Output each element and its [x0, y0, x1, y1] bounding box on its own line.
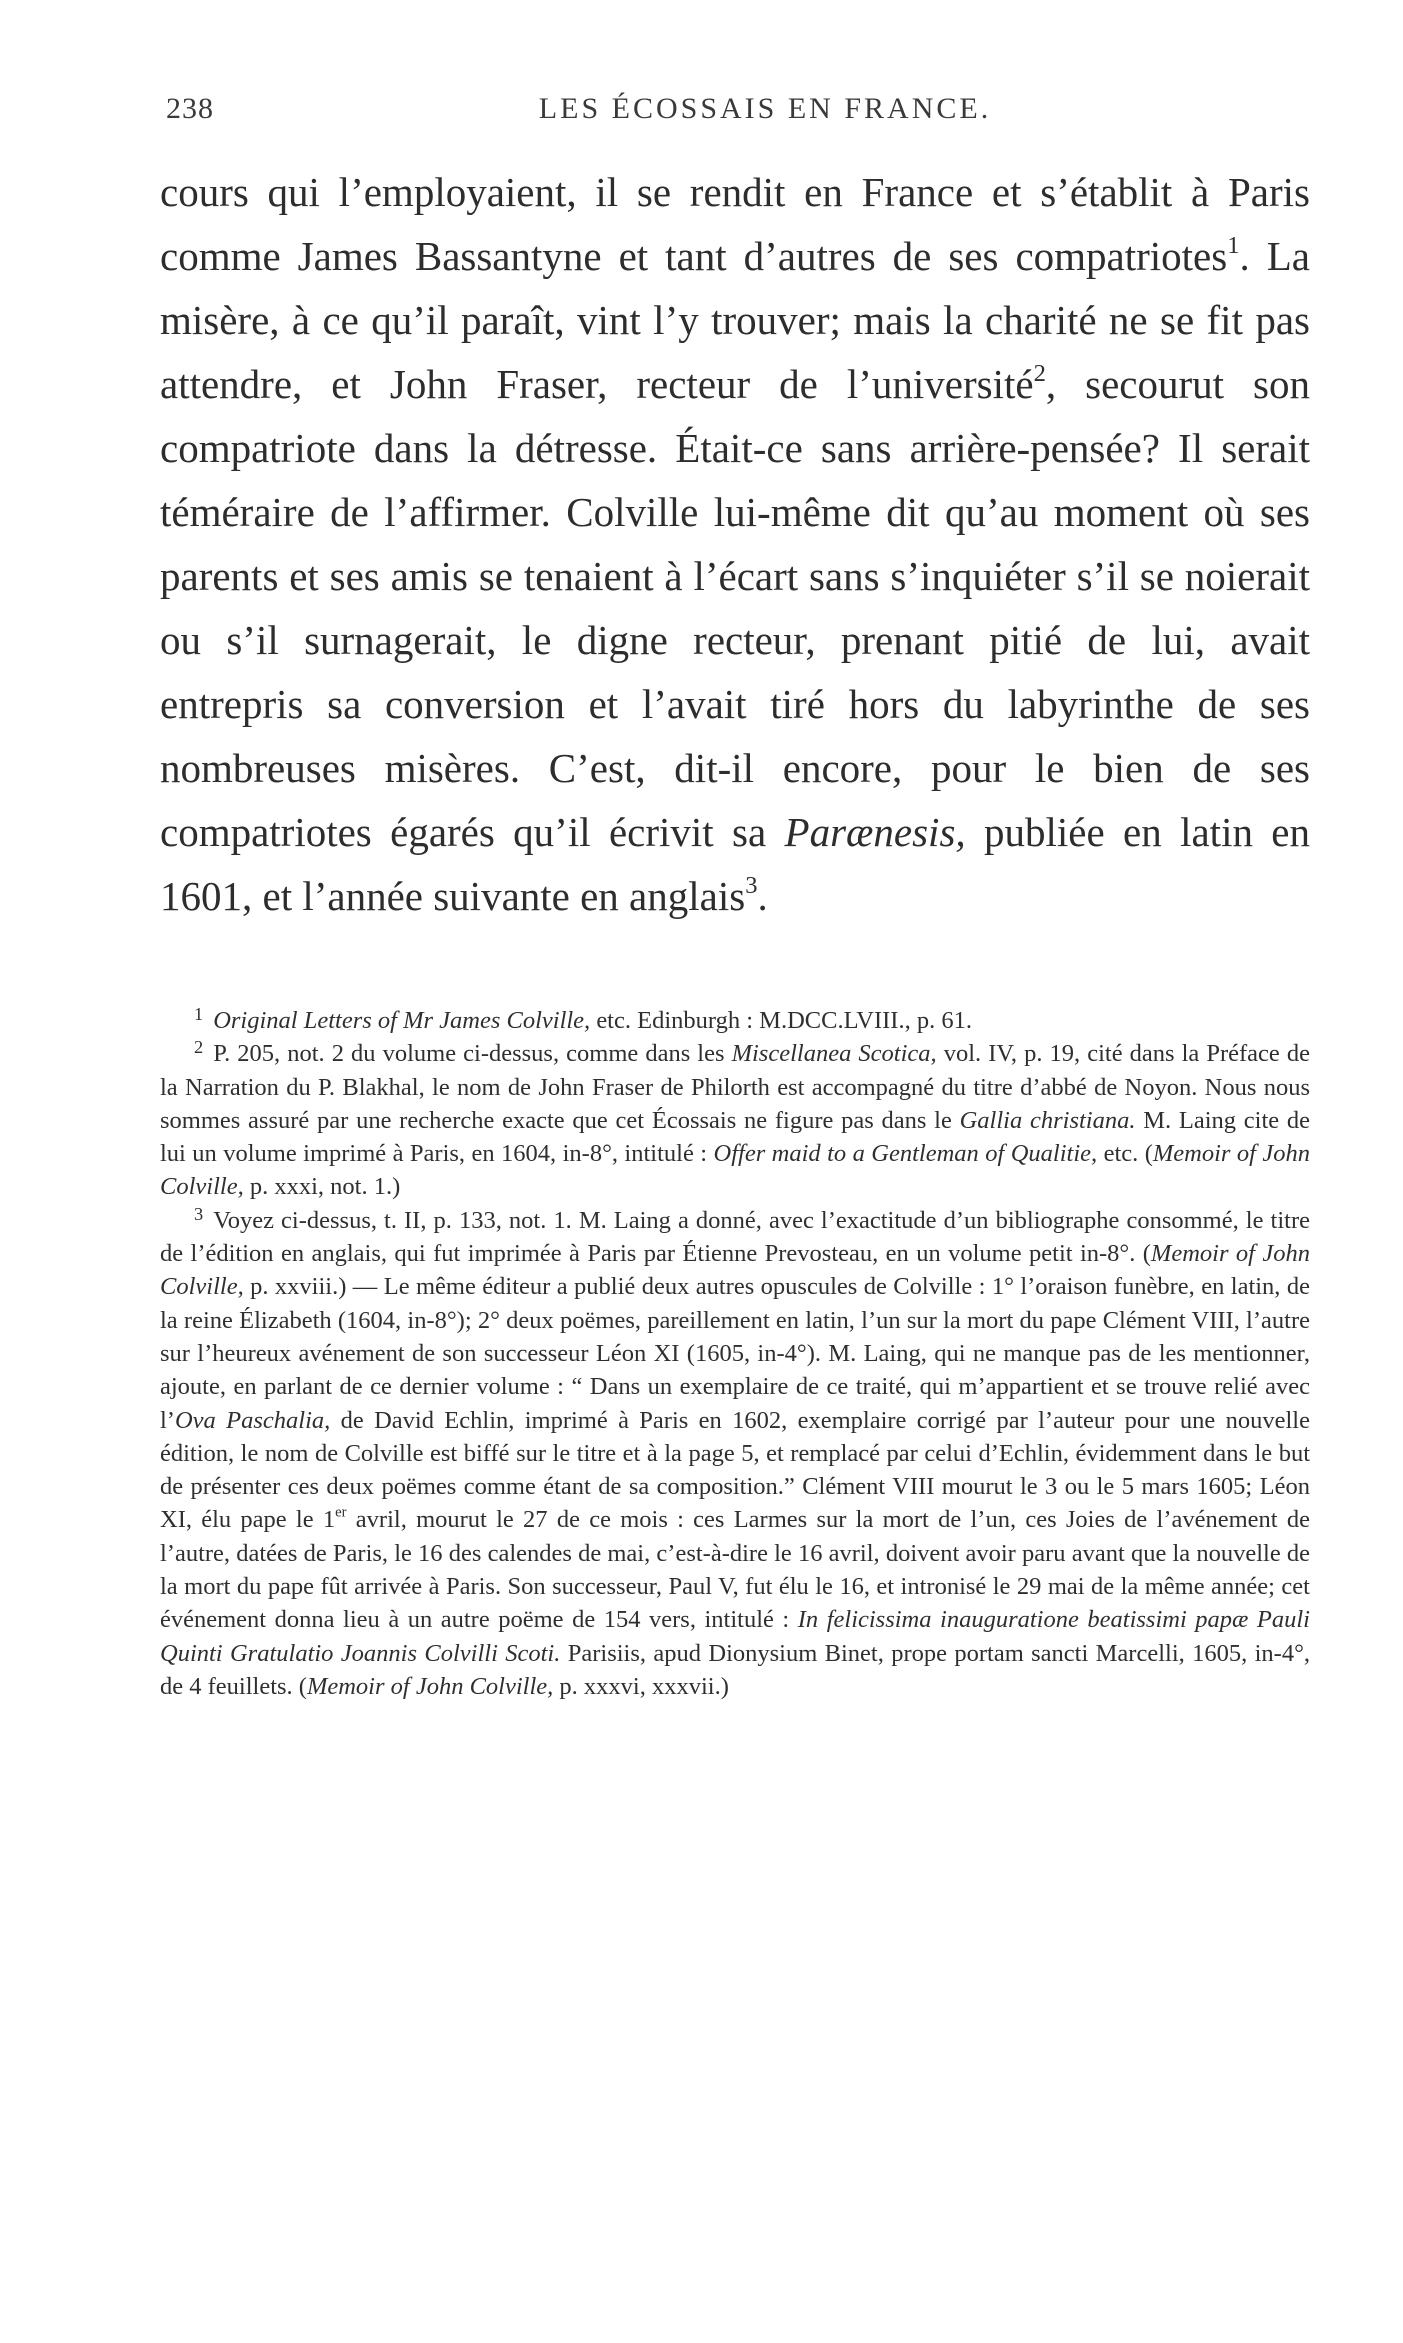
footnote-number: 1 [194, 1003, 204, 1024]
footnote-2 [160, 1037, 1310, 1203]
footnote-title: Memoir of John Colville, [160, 1240, 1310, 1301]
footnote-text: p. xxviii.) — Le même éditeur a publié deux autres opuscules de Colville : 1° l’oraison funèbre, en latin, de la reine Élizabeth (1604, in-8°); 2° deux poëmes, pareillement en latin, l’un sur la mort du pape Clément VIII, l’autre sur l’heureux avénement de son successeur Léon XI (1605, in-4°). M. Laing, qui ne manque pas de les mentionner, ajoute, en parlant de ce dernier volume : “ Dans un exemplaire de ce traité, qui m’appartient et se trouve relié avec l’ [160, 1273, 1310, 1434]
footnote-text: avril, mourut le 27 de ce mois : ces Larmes sur la mort de l’un, ces Joies de l’avénement de l’autre, datées de Paris, le 16 des calendes de mai, c’est-à-dire le 16 avril, doivent avoir paru avant que la nouvelle de la mort du pape fût arrivée à Paris. Son successeur, Paul V, fut élu le 16, et intronisé le 29 mai de la même année; cet événement donna lieu à un autre poëme de 154 vers, intitulé : [160, 1506, 1310, 1634]
footnote-text: p. xxxvi, xxxvii.) [553, 1672, 729, 1700]
footnote-number: 3 [194, 1203, 204, 1224]
footnote-title: Ova Paschalia, [174, 1406, 331, 1434]
footnote-text: M. Laing cite de lui un volume imprimé à Paris, en 1604, in-8°, intitulé : [160, 1106, 1311, 1168]
book-page [160, 92, 1310, 1703]
ordinal-superscript: er [335, 1505, 347, 1522]
footnote-title: Gallia christiana. [959, 1106, 1136, 1134]
page-number: 238 [166, 92, 214, 125]
footnote-text: etc. ( [1097, 1140, 1153, 1168]
footnote-text: Voyez ci-dessus, t. II, p. 133, not. 1. M. Laing a donné, avec l’exactitude d’un bibliographe consommé, le titre de l’édition en anglais, qui fut imprimée à Paris par Étienne Prevosteau, en un volume petit in-8°. ( [160, 1206, 1310, 1268]
footnote-text: P. 205, not. 2 du volume ci-dessus, comme dans les [213, 1040, 732, 1068]
book-title-paraenesis: Parænesis, [784, 809, 966, 855]
body-text-3: , secourut son compatriote dans la détresse. Était-ce sans arrière-pensée? Il serait téméraire de l’affirmer. Colville lui-même dit qu’au moment où ses parents et ses amis se tenaient à l’écart sans s’inquiéter s’il se noierait ou s’il surnagerait, le digne recteur, prenant pitié de lui, avait entrepris sa conversion et l’avait tiré hors du labyrinthe de ses nombreuses misères. C’est, dit-il encore, pour le bien de ses compatriotes égarés qu’il écrivit sa [160, 361, 1310, 855]
footnote-text: Parisiis, apud Dionysium Binet, prope portam sancti Marcelli, 1605, in-4°, de 4 feuillets. ( [160, 1639, 1310, 1700]
body-text-4: publiée en latin en 1601, et l’année suivante en anglais [160, 809, 1311, 919]
footnote-1 [160, 1004, 1310, 1037]
footnote-text: de David Echlin, imprimé à Paris en 1602, exemplaire corrigé par l’auteur pour une nouvelle édition, le nom de Colville est biffé sur le titre et à la page 5, et remplacé par celui d’Echlin, évidemment dans le but de présenter ces deux poëmes comme étant de sa composition.” Clément VIII mourut le 3 ou le 5 mars 1605; Léon XI, élu pape le 1 [160, 1406, 1310, 1534]
footnote-ref-1: 1 [1227, 231, 1240, 259]
body-text-end: . [757, 873, 768, 919]
main-paragraph [160, 160, 1310, 928]
running-title: LES ÉCOSSAIS EN FRANCE. [538, 92, 992, 125]
body-text-1: cours qui l’employaient, il se rendit en France et s’établit à Paris comme James Bassantyne et tant d’autres de ses compatriotes [160, 169, 1310, 279]
footnotes [160, 1004, 1310, 1703]
footnote-title: Offer maid to a Gentleman of Qualitie, [713, 1140, 1098, 1168]
footnote-title: Miscellanea Scotica, [731, 1040, 937, 1068]
footnote-text: vol. IV, p. 19, cité dans la Préface de la Narration du P. Blakhal, le nom de John Fraser de Philorth est accompagné du titre d’abbé de Noyon. Nous nous sommes assuré par une recherche exacte que cet Écossais ne figure pas dans le [160, 1040, 1310, 1134]
footnote-ref-3: 3 [745, 871, 758, 899]
footnote-title: Memoir of John Colville, [160, 1140, 1310, 1201]
running-head [160, 92, 1310, 142]
footnote-ref-2: 2 [1033, 359, 1046, 387]
footnote-number: 2 [194, 1037, 204, 1058]
footnote-text: p. xxxi, not. 1.) [243, 1173, 401, 1201]
footnote-text: etc. Edinburgh : M.DCC.LVIII., p. 61. [590, 1007, 972, 1034]
footnote-title: Memoir of John Colville, [306, 1672, 554, 1700]
footnote-title: Original Letters of Mr James Colville, [213, 1007, 591, 1034]
body-text-2: . La misère, à ce qu’il paraît, vint l’y trouver; mais la charité ne se fit pas attendre, et John Fraser, recteur de l’université [160, 233, 1310, 407]
footnote-3 [160, 1204, 1310, 1703]
footnote-title: In felicissima inauguratione beatissimi papæ Pauli Quinti Gratulatio Joannis Colvilli Scoti. [160, 1606, 1310, 1667]
